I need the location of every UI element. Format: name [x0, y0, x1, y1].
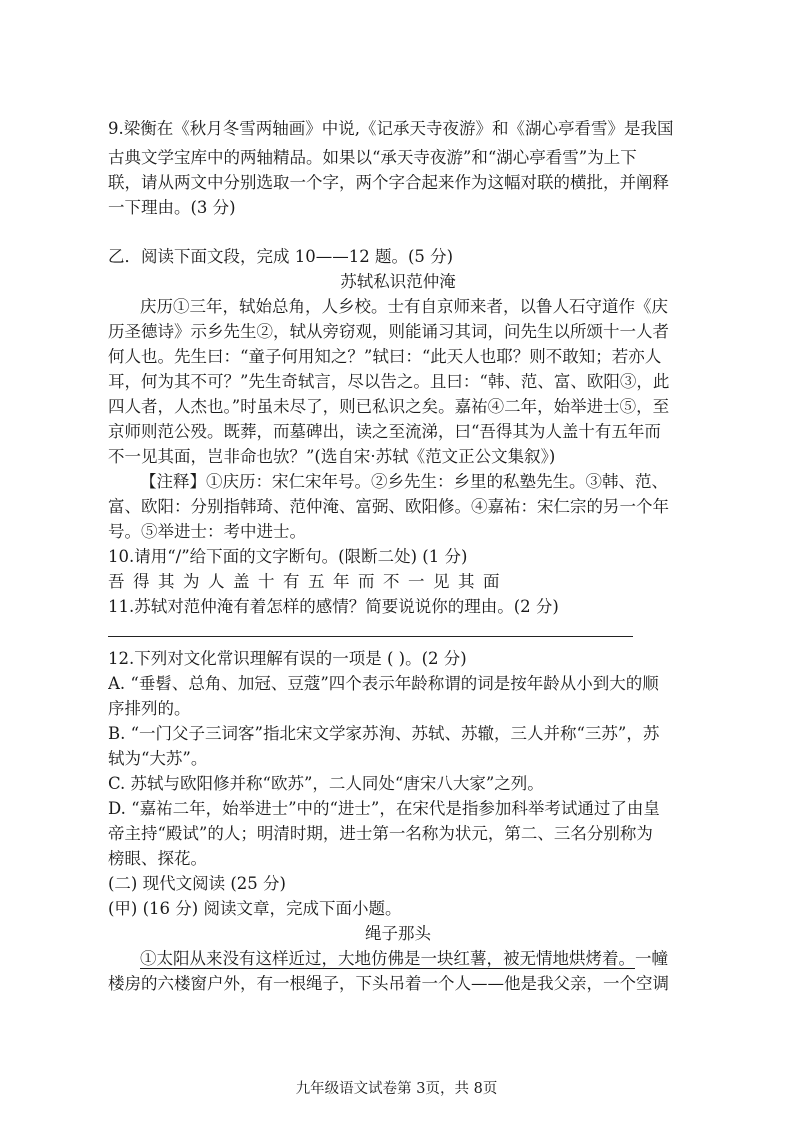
q12-option-b-line-2: 轼为“大苏”。	[108, 749, 208, 768]
paragraph-1-continuation: 一幢	[635, 949, 668, 968]
q12-option-b-line-1: B. “一门父子三词客”指北宋文学家苏洵、苏轼、苏辙，三人并称“三苏”，苏	[108, 724, 660, 743]
notes-line-1: 【注释】①庆历：宋仁宋年号。②乡先生：乡里的私塾先生。③韩、范、	[140, 472, 668, 491]
notes-line-2: 富、欧阳：分别指韩琦、范仲淹、富弼、欧阳修。④嘉祐：宋仁宗的另一个年	[108, 497, 669, 516]
article-paragraph-1-line-1	[140, 947, 688, 971]
passage-line-4: 耳，何为其不可？”先生奇轼言，尽以告之。且曰：“韩、范、富、欧阳③，此	[108, 372, 670, 391]
answer-blank-line	[108, 636, 633, 637]
section-b-heading: 乙．阅读下面文段，完成 10——12 题。(5 分)	[108, 247, 454, 266]
underlined-sentence: ①太阳从来没有这样近过，大地仿佛是一块红薯，被无情地烘烤着。	[140, 949, 635, 968]
passage-line-6: 京师则范公殁。既葬，而墓碑出，读之至流涕，曰“吾得其为人盖十有五年而	[108, 422, 661, 441]
q9-line-1: 9.梁衡在《秋月冬雪两轴画》中说,《记承天寺夜游》和《湖心亭看雪》是我国	[108, 119, 674, 138]
q12-option-d-line-3: 榜眼、探花。	[108, 849, 207, 868]
q12-option-a-line-1: A. “垂髫、总角、加冠、豆蔻”四个表示年龄称谓的词是按年龄从小到大的顺	[108, 674, 659, 693]
q12-option-d-line-1: D. “嘉祐二年，始举进士”中的“进士”，在宋代是指参加科举考试通过了由皇	[108, 799, 660, 818]
passage-line-3: 何人也。先生曰：“童子何用知之？”轼曰：“此天人也耶？则不敢知；若亦人	[108, 347, 662, 366]
article-paragraph-1-line-2: 楼房的六楼窗户外，有一根绳子，下头吊着一个人——他是我父亲，一个空调	[108, 974, 669, 993]
passage-title: 苏轼私识范仲淹	[340, 272, 456, 291]
page-footer: 九年级语文试卷第 3页，共 8页	[295, 1081, 498, 1097]
passage-line-2: 历圣德诗》示乡先生②，轼从旁窃观，则能诵习其词，问先生以所颂十一人者	[108, 322, 669, 341]
q9-line-2: 古典文学宝库中的两轴精品。如果以“承天寺夜游”和“湖心亭看雪”为上下	[108, 148, 637, 167]
q10-text: 吾得其为人盖十有五年而不一见其面	[108, 572, 508, 591]
passage-line-1: 庆历①三年，轼始总角，人乡校。士有自京师来者，以鲁人石守道作《庆	[140, 297, 668, 316]
passage-line-7: 不一见其面，岂非命也欤？”(选自宋·苏轼《范文正公文集叙》)	[108, 447, 556, 466]
passage-line-5: 四人者，人杰也。”时虽未尽了，则已私识之矣。嘉祐④二年，始举进士⑤，至	[108, 397, 670, 416]
q12-question: 12.下列对文化常识理解有误的一项是 ( )。(2 分)	[108, 649, 467, 668]
q9-line-3: 联，请从两文中分别选取一个字，两个字合起来作为这幅对联的横批，并阐释	[108, 173, 669, 192]
q12-option-c: C. 苏轼与欧阳修并称“欧苏”，二人同处“唐宋八大家”之列。	[108, 774, 544, 793]
q12-option-d-line-2: 帝主持“殿试”的人；明清时期，进士第一名称为状元，第二、三名分别称为	[108, 824, 653, 843]
q10-question: 10.请用“/”给下面的文字断句。(限断二处) (1 分)	[108, 547, 468, 566]
q9-line-4: 一下理由。(3 分)	[108, 198, 236, 217]
modern-heading: (二) 现代文阅读 (25 分)	[108, 874, 286, 893]
notes-line-3: 号。⑤举进士：考中进士。	[108, 522, 306, 541]
article-title: 绳子那头	[365, 924, 431, 943]
q12-option-a-line-2: 序排列的。	[108, 699, 191, 718]
q11-question: 11.苏轼对范仲淹有着怎样的感情？简要说说你的理由。(2 分)	[108, 597, 559, 616]
modern-sub-heading: (甲) (16 分) 阅读文章，完成下面小题。	[108, 899, 402, 918]
